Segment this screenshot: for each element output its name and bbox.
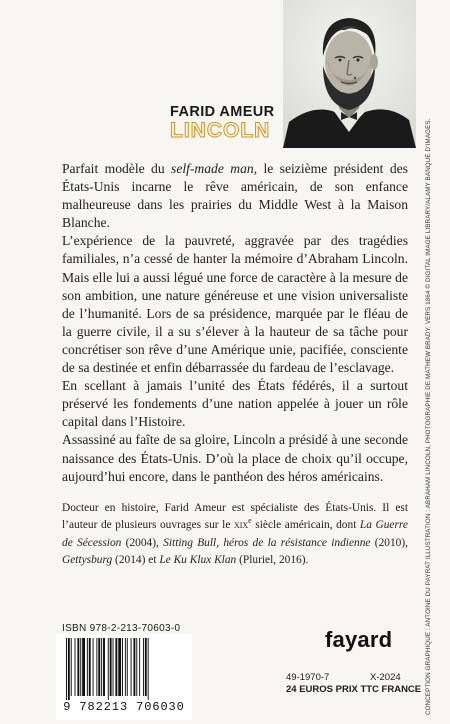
lincoln-portrait bbox=[283, 0, 416, 148]
barcode-bar bbox=[96, 638, 97, 696]
barcode-bar bbox=[87, 638, 88, 696]
isbn-label: ISBN 978-2-213-70603-0 bbox=[62, 623, 181, 634]
italic-phrase: self-made man bbox=[171, 161, 254, 176]
book-reference: Sitting Bull, héros de la résistance indienne bbox=[163, 536, 371, 549]
barcode-digits: 9 782213 706030 bbox=[63, 700, 185, 714]
photo-credit: CONCEPTION GRAPHIQUE : ANTOINE DU PAYRAT ILLUSTRATION : ABRAHAM LINCOLN, PHOTOGRAPHIE DE MATHEW BRADY, VERS 1864 © DIGITAL IMAGE LIBRARY/ALAMY BANQUE D’IMAGES. bbox=[425, 118, 432, 715]
barcode-bar bbox=[127, 638, 128, 696]
barcode-bar bbox=[89, 638, 91, 696]
barcode-bars bbox=[64, 638, 184, 700]
barcode bbox=[56, 634, 192, 720]
barcode-bar bbox=[82, 638, 85, 696]
book-title: LINCOLN bbox=[170, 119, 271, 142]
barcode-bar bbox=[108, 638, 109, 700]
author-biography: Docteur en histoire, Farid Ameur est spécialiste des États-Unis. Il est l’auteur de plusieurs ouvrages sur le xix$^e$ siècle américain, dont La Guerre de Sécession (2004), Sitting Bull, héros de la résistance indienne (2010), Gettysburg (2014) et Le Ku Klux Klan (Pluriel, 2016). bbox=[62, 502, 408, 567]
author-name: FARID AMEUR bbox=[170, 104, 275, 120]
edition-code: X-2024 bbox=[370, 672, 401, 683]
barcode-bar bbox=[136, 638, 137, 696]
price-label: 24 EUROS PRIX TTC FRANCE bbox=[286, 684, 422, 695]
barcode-bar bbox=[71, 638, 72, 696]
barcode-bar bbox=[98, 638, 100, 696]
barcode-bar bbox=[148, 638, 149, 700]
barcode-bar bbox=[110, 638, 112, 696]
summary-paragraph: L’expérience de la pauvreté, aggravée par des tragédies familiales, n’a cessé de hanter la mémoire d’Abraham Lincoln. Mais elle lui a aussi légué une force de caractère à la mesure de son ambition, une nature généreuse et une vision universaliste de l’humanité. Lors de sa présidence, marquée par le fléau de la guerre civile, il a su s’élever à la hauteur de sa tâche pour concrétiser son rêve d’une Amérique unie, pacifiée, consciente de sa destinée et enfin débarrassée du fardeau de l’esclavage. bbox=[62, 233, 408, 376]
barcode-bar bbox=[143, 638, 144, 696]
barcode-bar bbox=[93, 638, 94, 696]
barcode-bar bbox=[66, 638, 67, 700]
summary-paragraph: En scellant à jamais l’unité des États fédérés, il a surtout préservé les fondements d’une nation appelée à jouer un rôle capital dans l’Histoire. bbox=[62, 378, 408, 430]
book-reference: La Guerre de Sécession bbox=[62, 519, 408, 549]
barcode-bar bbox=[122, 638, 123, 696]
barcode-bar bbox=[75, 638, 76, 696]
barcode-bar bbox=[133, 638, 135, 696]
barcode-bar bbox=[80, 638, 81, 696]
barcode-bar bbox=[113, 638, 114, 696]
barcode-bar bbox=[68, 638, 70, 700]
barcode-bar bbox=[131, 638, 132, 696]
barcode-bar bbox=[103, 638, 105, 696]
barcode-bar bbox=[145, 638, 147, 696]
barcode-bar bbox=[77, 638, 79, 696]
summary-text bbox=[62, 160, 408, 486]
publisher-logo: fayard bbox=[325, 627, 393, 652]
summary-paragraph: Assassiné au faîte de sa gloire, Lincoln a présidé à une seconde naissance des États-Unis. D’où la place de choix qu’il occupe, aujourd’hui encore, dans le panthéon des héros américains. bbox=[62, 432, 408, 484]
barcode-bar bbox=[118, 638, 121, 696]
barcode-bar bbox=[139, 638, 140, 696]
barcode-bar bbox=[101, 638, 102, 696]
summary-paragraph: Parfait modèle du self-made man, le seizième président des États-Unis incarne le rêve américain, de son enfance malheureuse dans les prairies du Middle West à la Maison Blanche. bbox=[62, 161, 408, 231]
barcode-bar bbox=[125, 638, 126, 696]
book-reference: Le Ku Klux Klan bbox=[159, 554, 237, 567]
barcode-bar bbox=[115, 638, 117, 696]
book-reference: Gettysburg bbox=[62, 554, 113, 567]
product-code: 49-1970-7 bbox=[286, 672, 330, 683]
